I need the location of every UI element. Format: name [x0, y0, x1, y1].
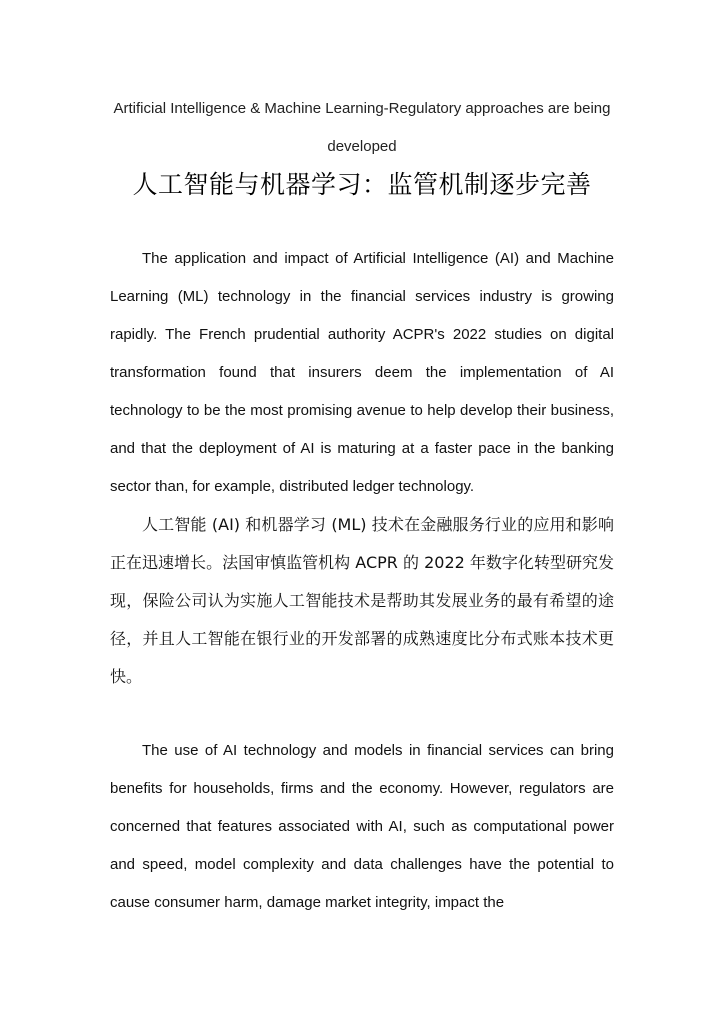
- paragraph-english-1: The application and impact of Artificial Intelligence (AI) and Machine Learning (ML) technology in the financial services industry is growing rapidly. The French prudential authority ACPR's 2022 studies on digital transformation found that insurers deem the implementation of AI technology to be the most promising avenue to help develop their business, and that the deployment of AI is maturing at a faster pace in the banking sector than, for example, distributed ledger technology.: [110, 250, 614, 495]
- title-chinese: 人工智能与机器学习：监管机制逐步完善: [132, 170, 592, 199]
- title-english: Artificial Intelligence & Machine Learning-Regulatory approaches are being developed: [113, 100, 611, 155]
- paragraph-chinese-1: 人工智能 (AI) 和机器学习 (ML) 技术在金融服务行业的应用和影响正在迅速增长。法国审慎监管机构 ACPR 的 2022 年数字化转型研究发现，保险公司认为实施人工智能技术是帮助其发展业务的最有希望的途径，并且人工智能在银行业的开发部署的成熟速度比分布式账本技术更快。: [110, 515, 614, 686]
- paragraph-english-2: The use of AI technology and models in financial services can bring benefits for households, firms and the economy. However, regulators are concerned that features associated with AI, such as computational power and speed, model complexity and data challenges have the potential to cause consumer harm, damage market integrity, impact the: [110, 742, 614, 911]
